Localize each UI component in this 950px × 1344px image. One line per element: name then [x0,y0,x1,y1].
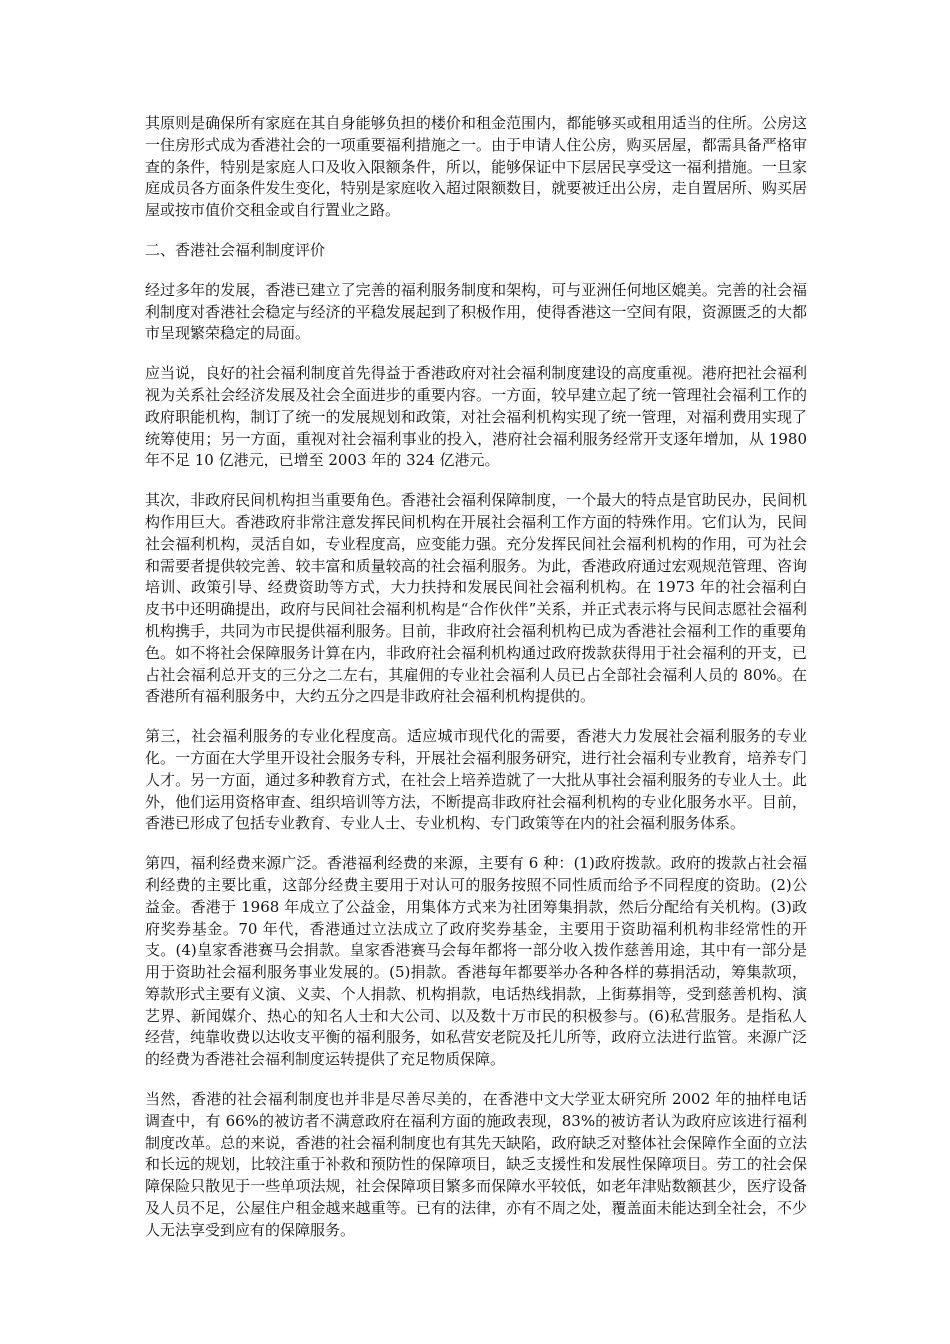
paragraph-ngo-role: 其次，非政府民间机构担当重要角色。香港社会福利保障制度，一个最大的特点是官助民办，民间机构作用巨大。香港政府非常注意发挥民间机构在开展社会福利工作方面的特殊作用。它们认为，民间社会福利机构，灵活自如，专业程度高，应变能力强。充分发挥民间社会福利机构的作用，可为社会和需要者提供较完善、较丰富和质量较高的社会福利服务。为此，香港政府通过宏观规范管理、咨询培训、政策引导、经费资助等方式，大力扶持和发展民间社会福利机构。在 1973 年的社会福利白皮书中还明确提出，政府与民间社会福利机构是“合作伙伴”关系，并正式表示将与民间志愿社会福利机构携手，共同为市民提供福利服务。目前，非政府社会福利机构已成为香港社会福利工作的重要角色。如不将社会保障服务计算在内，非政府社会福利机构通过政府拨款获得用于社会福利的开支，已占社会福利总开支的三分之二左右，其雇佣的专业社会福利人员已占全部社会福利人员的 80%。在香港所有福利服务中，大约五分之四是非政府社会福利机构提供的。 [145,491,807,706]
paragraph-public-housing-principle: 其原则是确保所有家庭在其自身能够负担的楼价和租金范围内，都能够买或租用适当的住所。公房这一住房形式成为香港社会的一项重要福利措施之一。由于申请人住公房，购买居屋，都需具备严格审查的条件，特别是家庭人口及收入限额条件，所以，能够保证中下层居民享受这一福利措施。一旦家庭成员各方面条件发生变化，特别是家庭收入超过限额数目，就要被迁出公房，走自置居所、购买居屋或按市值价交租金或自行置业之路。 [145,114,807,220]
paragraph-professionalization: 第三，社会福利服务的专业化程度高。适应城市现代化的需要，香港大力发展社会福利服务的专业化。一方面在大学里开设社会服务专科，开展社会福利服务研究，进行社会福利专业教育，培养专门人才。另一方面，通过多种教育方式，在社会上培养造就了一大批从事社会福利服务的专业人士。此外，他们运用资格审查、组织培训等方法，不断提高非政府社会福利机构的专业化服务水平。目前，香港已形成了包括专业教育、专业人士、专业机构、专门政策等在内的社会福利服务体系。 [145,727,807,833]
paragraph-development-overview: 经过多年的发展，香港已建立了完善的福利服务制度和架构，可与亚洲任何地区媲美。完善的社会福利制度对香港社会稳定与经济的平稳发展起到了积极作用，使得香港这一空间有限，资源匮乏的大都市呈现繁荣稳定的局面。 [145,280,807,343]
paragraph-shortcomings: 当然，香港的社会福利制度也并非是尽善尽美的，在香港中文大学亚太研究所 2002 年的抽样电话调查中，有 66%的被访者不满意政府在福利方面的施政表现，83%的被访者认为政府应该进行福利制度改革。总的来说，香港的社会福利制度也有其先天缺陷，政府缺乏对整体社会保障作全面的立法和长远的规划，比较注重于补救和预防性的保障项目，缺乏支援性和发展性保障项目。劳工的社会保障保险只散见于一些单项法规，社会保障项目繁多而保障水平较低，如老年津贴数额甚少，医疗设备及人员不足，公屋住户租金越来越重等。已有的法律，亦有不周之处，覆盖面未能达到全社会，不少人无法享受到应有的保障服务。 [145,1090,807,1239]
section-heading-evaluation: 二、香港社会福利制度评价 [145,240,326,259]
paragraph-government-emphasis: 应当说，良好的社会福利制度首先得益于香港政府对社会福利制度建设的高度重视。港府把社会福利视为关系社会经济发展及社会全面进步的重要内容。一方面，较早建立起了统一管理社会福利工作的政府职能机构，制订了统一的发展规划和政策，对社会福利机构实现了统一管理，对福利费用实现了统筹使用；另一方面，重视对社会福利事业的投入，港府社会福利服务经常开支逐年增加，从 1980 年不足 10 亿港元，已增至 2003 年的 324 亿港元。 [145,364,807,470]
paragraph-funding-sources: 第四，福利经费来源广泛。香港福利经费的来源，主要有 6 种：(1)政府拨款。政府的拨款占社会福利经费的主要比重，这部分经费主要用于对认可的服务按照不同性质而给予不同程度的资助。(2)公益金。香港于 1968 年成立了公益金，用集体方式来为社团筹集捐款，然后分配给有关机构。(3)政府奖券基金。70 年代，香港通过立法成立了政府奖券基金，主要用于资助福利机构非经常性的开支。(4)皇家香港赛马会捐款。皇家香港赛马会每年都将一部分收入拨作慈善用途，其中有一部分是用于资助社会福利服务事业发展的。(5)捐款。香港每年都要举办各种各样的募捐活动，筹集款项，筹款形式主要有义演、义卖、个人捐款、机构捐款，电话热线捐款，上街募捐等，受到慈善机构、演艺界、新闻媒介、热心的知名人士和大公司、以及数十万市民的积极参与。(6)私营服务。是指私人经营，纯靠收费以达收支平衡的福利服务，如私营安老院及托儿所等，政府立法进行监管。来源广泛的经费为香港社会福利制度运转提供了充足物质保障。 [145,854,807,1069]
document-page [145,113,807,1260]
